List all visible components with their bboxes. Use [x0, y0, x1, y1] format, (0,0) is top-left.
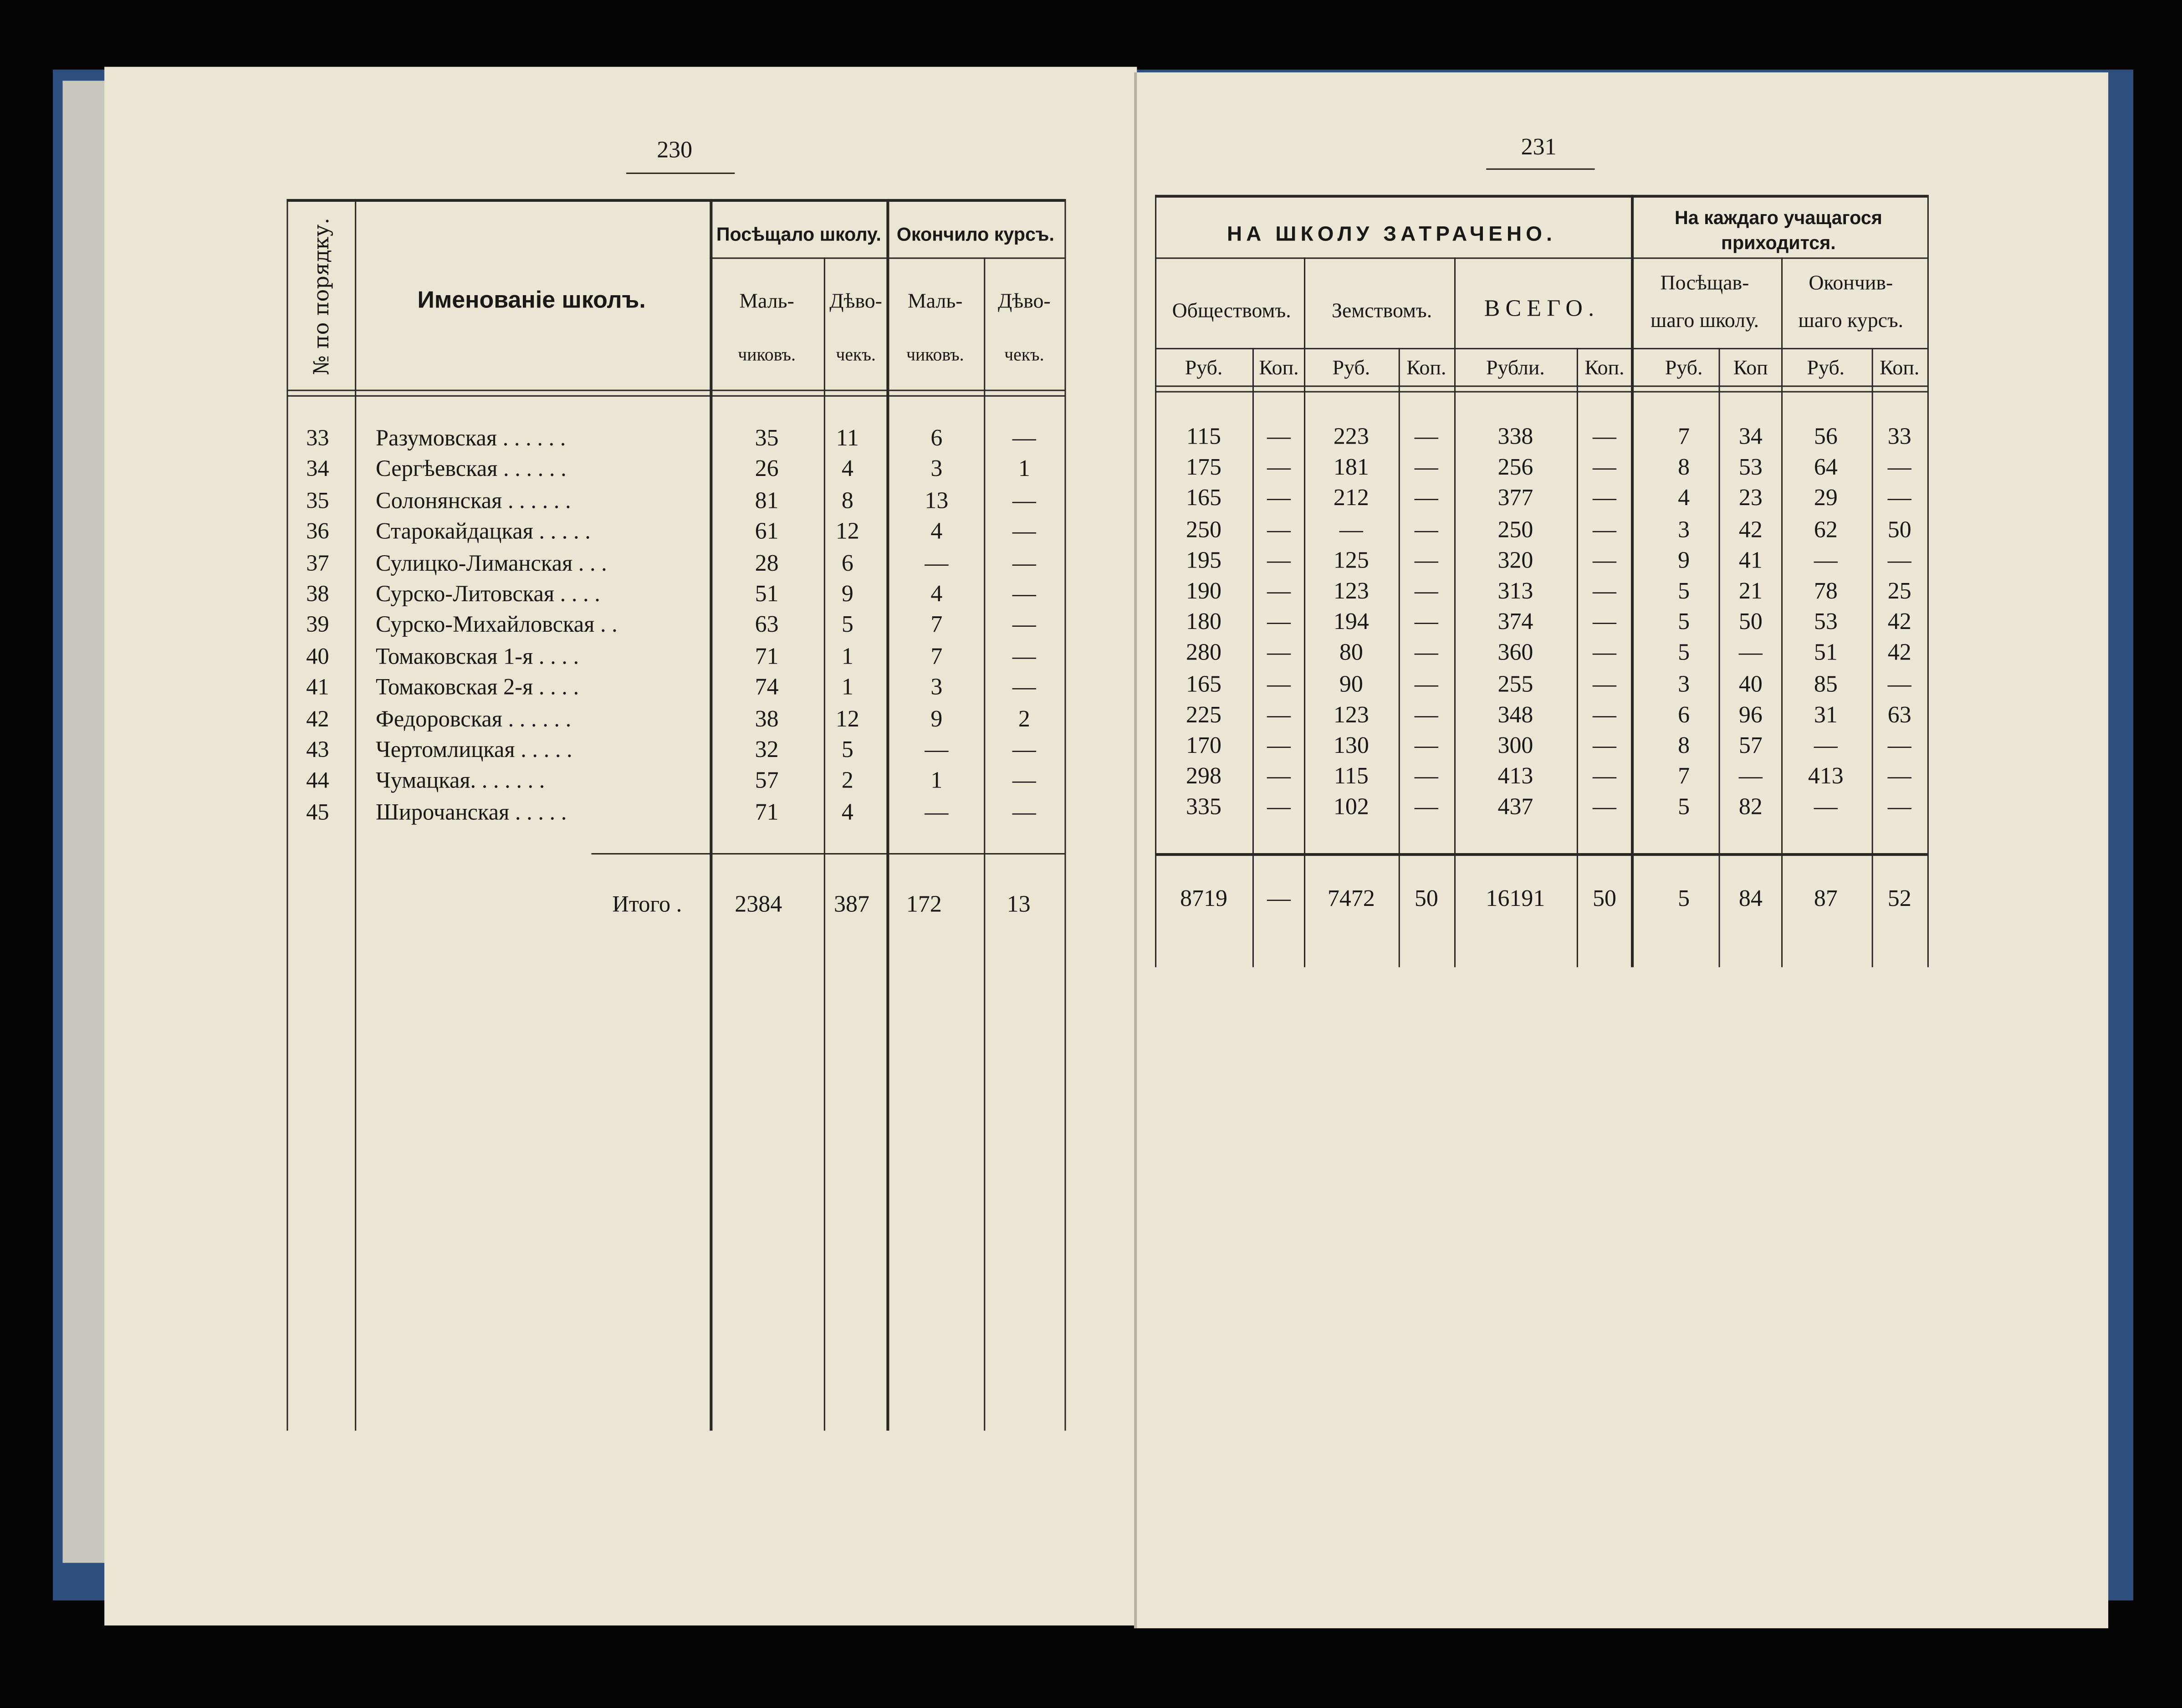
zemstvo-kop: — — [1414, 732, 1438, 759]
society-rub: 180 — [1186, 608, 1221, 635]
per-finishing-rub: 31 — [1814, 701, 1838, 728]
header-boys: чиковъ. — [906, 343, 964, 365]
per-finishing-kop: 25 — [1887, 578, 1911, 604]
attended-boys: 38 — [755, 705, 779, 731]
school-name: Разумовская . . . . . . — [375, 424, 566, 451]
finished-boys: 6 — [930, 424, 943, 451]
per-attending-kop: 57 — [1738, 732, 1763, 759]
total-society-kop: — — [1267, 885, 1291, 912]
rule — [1155, 391, 1927, 393]
total-kop: — — [1593, 762, 1616, 790]
page-number-left: 230 — [657, 136, 693, 163]
total-per-finishing-kop: 52 — [1887, 885, 1911, 912]
header-attending: шаго школу. — [1651, 310, 1759, 333]
attended-boys: 26 — [755, 455, 779, 482]
header-unit: Руб. — [1665, 358, 1703, 380]
row-number: 33 — [306, 424, 329, 451]
school-name: Сулицко-Лиманская . . . — [375, 549, 607, 576]
society-kop: — — [1267, 578, 1291, 604]
attended-boys: 81 — [755, 486, 779, 513]
total-rub: 255 — [1497, 670, 1533, 697]
header-finishing: Окончив- — [1809, 272, 1893, 295]
attended-boys: 35 — [755, 424, 779, 451]
per-attending-kop: — — [1738, 639, 1763, 666]
total-kop: — — [1593, 670, 1616, 697]
total-kop: — — [1593, 454, 1616, 481]
zemstvo-rub: 102 — [1333, 793, 1369, 820]
attended-boys: 71 — [755, 798, 779, 825]
finished-boys: — — [925, 736, 949, 763]
total-per-finishing-rub: 87 — [1814, 885, 1838, 912]
school-name: Сурско-Литовская . . . . — [375, 580, 600, 607]
zemstvo-rub: 223 — [1333, 423, 1369, 450]
per-attending-rub: 8 — [1678, 732, 1690, 759]
zemstvo-kop: — — [1414, 454, 1438, 481]
total-attended-boys: 2384 — [735, 890, 782, 917]
rule — [1719, 348, 1720, 967]
rule — [1872, 348, 1873, 967]
rule — [1304, 257, 1305, 967]
society-rub: 335 — [1186, 793, 1221, 820]
per-finishing-rub: — — [1814, 793, 1838, 820]
per-attending-kop: 23 — [1738, 485, 1763, 511]
per-finishing-kop: 33 — [1887, 423, 1911, 450]
total-rub: 437 — [1497, 793, 1533, 820]
header-girls: чекъ. — [1004, 343, 1044, 365]
rule — [984, 257, 985, 1431]
attended-girls: 12 — [835, 705, 859, 731]
finished-girls: — — [1012, 580, 1036, 607]
finished-boys: — — [925, 798, 949, 825]
zemstvo-kop: — — [1414, 639, 1438, 666]
total-zemstvo-rub: 7472 — [1327, 885, 1375, 912]
per-finishing-rub: 51 — [1814, 639, 1838, 666]
society-kop: — — [1267, 608, 1291, 635]
zemstvo-rub: 80 — [1339, 639, 1363, 666]
total-kop: — — [1593, 701, 1616, 728]
rule — [286, 199, 288, 1431]
school-name: Сергѣевская . . . . . . — [375, 455, 567, 482]
attended-girls: 8 — [841, 486, 853, 513]
attended-girls: 5 — [841, 611, 853, 638]
zemstvo-rub: 181 — [1333, 454, 1369, 481]
attended-boys: 28 — [755, 549, 779, 576]
society-kop: — — [1267, 639, 1291, 666]
header-society: Обществомъ. — [1172, 300, 1291, 323]
total-kop: — — [1593, 732, 1616, 759]
per-attending-kop: 50 — [1738, 608, 1763, 635]
zemstvo-rub: 194 — [1333, 608, 1369, 635]
finished-girls: — — [1012, 486, 1036, 513]
per-finishing-kop: — — [1887, 485, 1911, 511]
total-kop: — — [1593, 578, 1616, 604]
finished-girls: — — [1012, 798, 1036, 825]
per-finishing-rub: 62 — [1814, 516, 1838, 542]
attended-boys: 61 — [755, 518, 779, 545]
row-number: 37 — [306, 549, 329, 576]
school-name: Солонянская . . . . . . — [375, 486, 571, 513]
header-finished: Окончило курсъ. — [896, 224, 1054, 245]
attended-girls: 1 — [841, 674, 853, 701]
society-rub: 115 — [1186, 423, 1221, 450]
row-number: 43 — [306, 736, 329, 763]
zemstvo-kop: — — [1414, 423, 1438, 450]
header-boys: Маль- — [739, 291, 794, 313]
finished-boys: 7 — [930, 611, 943, 638]
finished-boys: 3 — [930, 674, 943, 701]
total-finished-girls: 13 — [1007, 890, 1031, 917]
finished-girls: 2 — [1018, 705, 1030, 731]
per-attending-rub: 6 — [1678, 701, 1690, 728]
rule — [1927, 195, 1929, 967]
society-rub: 165 — [1186, 485, 1221, 511]
zemstvo-rub: 125 — [1333, 547, 1369, 573]
total-rub: 348 — [1497, 701, 1533, 728]
attended-girls: 12 — [835, 518, 859, 545]
total-finished-boys: 172 — [906, 890, 942, 917]
header-number: № по порядку. — [309, 218, 334, 375]
total-kop: — — [1593, 423, 1616, 450]
per-finishing-rub: 64 — [1814, 454, 1838, 481]
total-kop: — — [1593, 608, 1616, 635]
total-rub: 338 — [1497, 423, 1533, 450]
attended-boys: 57 — [755, 767, 779, 794]
society-rub: 195 — [1186, 547, 1221, 573]
rule — [1064, 199, 1066, 1431]
attended-boys: 74 — [755, 674, 779, 701]
header-boys: чиковъ. — [738, 343, 796, 365]
attended-boys: 71 — [755, 643, 779, 670]
rule — [1577, 348, 1578, 967]
per-finishing-kop: 42 — [1887, 639, 1911, 666]
attended-girls: 1 — [841, 643, 853, 670]
total-per-attending-rub: 5 — [1678, 885, 1690, 912]
total-rub: 313 — [1497, 578, 1533, 604]
society-kop: — — [1267, 423, 1291, 450]
total-label: Итого . — [612, 890, 682, 917]
per-attending-rub: 5 — [1678, 639, 1690, 666]
society-kop: — — [1267, 732, 1291, 759]
rule — [1781, 257, 1783, 967]
header-unit: Коп. — [1259, 358, 1299, 380]
zemstvo-kop: — — [1414, 578, 1438, 604]
zemstvo-rub: 123 — [1333, 701, 1369, 728]
zemstvo-kop: — — [1414, 547, 1438, 573]
zemstvo-kop: — — [1414, 608, 1438, 635]
row-number: 45 — [306, 798, 329, 825]
row-number: 44 — [306, 767, 329, 794]
zemstvo-rub: 123 — [1333, 578, 1369, 604]
rule — [710, 199, 712, 1431]
per-attending-rub: 9 — [1678, 547, 1690, 573]
attended-girls: 2 — [841, 767, 853, 794]
per-attending-kop: 82 — [1738, 793, 1763, 820]
zemstvo-kop: — — [1414, 670, 1438, 697]
society-rub: 225 — [1186, 701, 1221, 728]
per-finishing-kop: — — [1887, 762, 1911, 790]
society-rub: 250 — [1186, 516, 1221, 542]
per-finishing-rub: 85 — [1814, 670, 1838, 697]
society-kop: — — [1267, 793, 1291, 820]
rule — [1454, 257, 1456, 967]
zemstvo-kop: — — [1414, 516, 1438, 542]
header-unit: Коп — [1733, 358, 1768, 380]
finished-boys: 4 — [930, 580, 943, 607]
per-finishing-kop: — — [1887, 670, 1911, 697]
per-finishing-rub: 78 — [1814, 578, 1838, 604]
total-rub: 250 — [1497, 516, 1533, 542]
header-name: Именованіе школъ. — [417, 286, 646, 313]
society-rub: 170 — [1186, 732, 1221, 759]
zemstvo-rub: — — [1339, 516, 1363, 542]
per-attending-rub: 7 — [1678, 423, 1690, 450]
header-attended: Посѣщало школу. — [716, 224, 881, 245]
per-attending-rub: 5 — [1678, 578, 1690, 604]
header-boys: Маль- — [908, 291, 963, 313]
zemstvo-kop: — — [1414, 762, 1438, 790]
school-name: Федоровская . . . . . . — [375, 705, 572, 731]
zemstvo-kop: — — [1414, 701, 1438, 728]
rule — [286, 199, 1066, 202]
society-kop: — — [1267, 762, 1291, 790]
society-kop: — — [1267, 670, 1291, 697]
per-attending-rub: 4 — [1678, 485, 1690, 511]
zemstvo-rub: 90 — [1339, 670, 1363, 697]
finished-girls: — — [1012, 767, 1036, 794]
row-number: 35 — [306, 486, 329, 513]
per-attending-kop: 53 — [1738, 454, 1763, 481]
finished-girls: — — [1012, 736, 1036, 763]
total-total-rub: 16191 — [1486, 885, 1545, 912]
society-kop: — — [1267, 701, 1291, 728]
per-finishing-kop: — — [1887, 454, 1911, 481]
header-unit: Рубли. — [1486, 358, 1545, 380]
rule — [1155, 195, 1927, 198]
page-number-underline — [1486, 169, 1594, 170]
page-number-right: 231 — [1521, 133, 1557, 160]
header-attending: Посѣщав- — [1660, 272, 1749, 295]
per-finishing-rub: — — [1814, 547, 1838, 573]
rule — [286, 395, 1066, 397]
header-unit: Руб. — [1807, 358, 1845, 380]
rule — [886, 199, 889, 1431]
per-attending-rub: 8 — [1678, 454, 1690, 481]
rule — [592, 853, 1065, 854]
per-attending-kop: 41 — [1738, 547, 1763, 573]
society-kop: — — [1267, 516, 1291, 542]
school-name: Томаковская 2-я . . . . — [375, 674, 579, 701]
finished-girls: — — [1012, 424, 1036, 451]
finished-boys: 7 — [930, 643, 943, 670]
finished-boys: — — [925, 549, 949, 576]
school-name: Старокайдацкая . . . . . — [375, 518, 591, 545]
school-name: Чертомлицкая . . . . . — [375, 736, 572, 763]
rule — [1155, 853, 1927, 856]
total-rub: 377 — [1497, 485, 1533, 511]
header-girls: Дѣво- — [829, 291, 882, 313]
total-kop: — — [1593, 639, 1616, 666]
header-unit: Коп. — [1584, 358, 1625, 380]
row-number: 34 — [306, 455, 329, 482]
total-rub: 256 — [1497, 454, 1533, 481]
per-attending-rub: 5 — [1678, 608, 1690, 635]
per-attending-kop: 21 — [1738, 578, 1763, 604]
zemstvo-rub: 115 — [1334, 762, 1369, 790]
rule — [355, 199, 356, 1431]
attended-girls: 6 — [841, 549, 853, 576]
per-attending-rub: 7 — [1678, 762, 1690, 790]
per-attending-kop: 40 — [1738, 670, 1763, 697]
society-rub: 190 — [1186, 578, 1221, 604]
finished-girls: 1 — [1018, 455, 1030, 482]
header-total: ВСЕГО. — [1484, 295, 1600, 322]
header-unit: Руб. — [1185, 358, 1223, 380]
header-spent: НА ШКОЛУ ЗАТРАЧЕНО. — [1226, 222, 1557, 246]
row-number: 40 — [306, 643, 329, 670]
total-attended-girls: 387 — [834, 890, 869, 917]
rule — [1399, 348, 1400, 967]
page-number-underline — [626, 173, 735, 174]
per-attending-kop: 34 — [1738, 423, 1763, 450]
header-finishing: шаго курсъ. — [1798, 310, 1904, 333]
zemstvo-rub: 212 — [1333, 485, 1369, 511]
per-finishing-rub: — — [1814, 732, 1838, 759]
per-finishing-rub: 53 — [1814, 608, 1838, 635]
finished-boys: 3 — [930, 455, 943, 482]
attended-girls: 5 — [841, 736, 853, 763]
row-number: 36 — [306, 518, 329, 545]
finished-boys: 1 — [930, 767, 943, 794]
total-rub: 374 — [1497, 608, 1533, 635]
rule — [824, 257, 825, 1431]
page-edge — [62, 81, 110, 1563]
total-kop: — — [1593, 485, 1616, 511]
per-finishing-kop: — — [1887, 732, 1911, 759]
total-rub: 300 — [1497, 732, 1533, 759]
attended-boys: 51 — [755, 580, 779, 607]
total-rub: 360 — [1497, 639, 1533, 666]
row-number: 41 — [306, 674, 329, 701]
attended-girls: 11 — [836, 424, 859, 451]
finished-boys: 13 — [925, 486, 949, 513]
total-kop: — — [1593, 793, 1616, 820]
per-finishing-rub: 413 — [1808, 762, 1844, 790]
finished-girls: — — [1012, 674, 1036, 701]
header-unit: Руб. — [1332, 358, 1370, 380]
zemstvo-kop: — — [1414, 485, 1438, 511]
school-name: Сурско-Михайловская . . — [375, 611, 618, 638]
rule — [1155, 257, 1927, 259]
attended-girls: 4 — [841, 455, 853, 482]
per-finishing-kop: 42 — [1887, 608, 1911, 635]
row-number: 42 — [306, 705, 329, 731]
society-rub: 165 — [1186, 670, 1221, 697]
gutter — [1134, 72, 1137, 1628]
finished-boys: 9 — [930, 705, 943, 731]
header-girls: чекъ. — [836, 343, 876, 365]
finished-girls: — — [1012, 549, 1036, 576]
header-unit: Коп. — [1880, 358, 1920, 380]
rule — [1631, 195, 1634, 967]
header-unit: Коп. — [1406, 358, 1446, 380]
per-finishing-kop: 63 — [1887, 701, 1911, 728]
total-rub: 413 — [1497, 762, 1533, 790]
attended-boys: 32 — [755, 736, 779, 763]
per-finishing-rub: 56 — [1814, 423, 1838, 450]
finished-girls: — — [1012, 518, 1036, 545]
total-kop: — — [1593, 547, 1616, 573]
header-per-student: приходится. — [1721, 232, 1836, 254]
total-society-rub: 8719 — [1180, 885, 1227, 912]
attended-boys: 63 — [755, 611, 779, 638]
total-zemstvo-kop: 50 — [1414, 885, 1438, 912]
header-girls: Дѣво- — [998, 291, 1051, 313]
row-number: 38 — [306, 580, 329, 607]
total-per-attending-kop: 84 — [1738, 885, 1763, 912]
society-rub: 280 — [1186, 639, 1221, 666]
society-kop: — — [1267, 454, 1291, 481]
school-name: Широчанская . . . . . — [375, 798, 567, 825]
attended-girls: 4 — [841, 798, 853, 825]
finished-girls: — — [1012, 611, 1036, 638]
finished-girls: — — [1012, 643, 1036, 670]
school-name: Томаковская 1-я . . . . — [375, 643, 579, 670]
zemstvo-rub: 130 — [1333, 732, 1369, 759]
society-kop: — — [1267, 485, 1291, 511]
rule — [1155, 195, 1156, 967]
per-finishing-kop: — — [1887, 547, 1911, 573]
header-zemstvo: Земствомъ. — [1331, 300, 1432, 323]
per-finishing-kop: 50 — [1887, 516, 1911, 542]
per-attending-kop: — — [1738, 762, 1763, 790]
per-attending-kop: 42 — [1738, 516, 1763, 542]
header-per-student: На каждаго учащагося — [1675, 207, 1882, 229]
rule — [286, 390, 1066, 391]
total-total-kop: 50 — [1593, 885, 1616, 912]
total-rub: 320 — [1497, 547, 1533, 573]
total-kop: — — [1593, 516, 1616, 542]
rule — [1155, 385, 1927, 387]
per-finishing-kop: — — [1887, 793, 1911, 820]
finished-boys: 4 — [930, 518, 943, 545]
per-attending-kop: 96 — [1738, 701, 1763, 728]
per-finishing-rub: 29 — [1814, 485, 1838, 511]
society-kop: — — [1267, 547, 1291, 573]
row-number: 39 — [306, 611, 329, 638]
per-attending-rub: 3 — [1678, 670, 1690, 697]
attended-girls: 9 — [841, 580, 853, 607]
zemstvo-kop: — — [1414, 793, 1438, 820]
school-name: Чумацкая. . . . . . . — [375, 767, 545, 794]
rule — [1155, 348, 1927, 349]
society-rub: 298 — [1186, 762, 1221, 790]
per-attending-rub: 3 — [1678, 516, 1690, 542]
rule — [1252, 348, 1254, 967]
society-rub: 175 — [1186, 454, 1221, 481]
per-attending-rub: 5 — [1678, 793, 1690, 820]
